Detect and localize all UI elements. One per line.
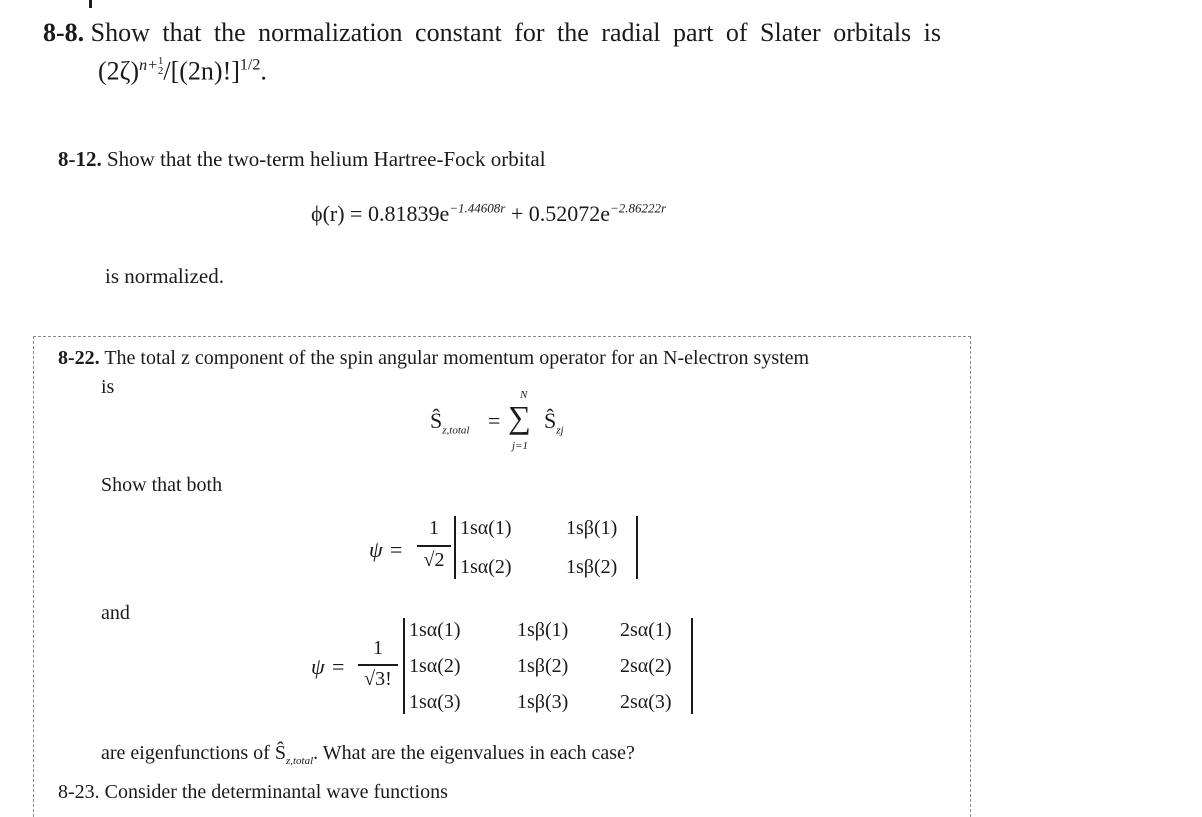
det1-cell: 1sβ(2) [566,556,618,578]
det1-cell: 1sα(2) [460,556,512,578]
det2-cell: 2sα(2) [620,655,672,677]
sum-lower-limit: j=1 [512,440,528,452]
det2-right-bar [691,618,693,714]
psi-symbol-2: ψ [311,654,325,679]
prefactor-2: 1 √3! [358,637,398,697]
problem-8-12-line1 [58,147,546,172]
det2-cell: 1sβ(1) [517,619,569,641]
problem-8-8-formula: $(2\zeta)^{n+1 2}/[(2n)!]^{1/2}$. [98,55,267,86]
show-both-text: Show that both [101,474,223,496]
problem-text: Show that the two-term helium Hartree-Fock orbital [107,147,546,171]
psi-symbol-1: ψ [369,537,383,562]
spin-operator-lhs: $Ŝ_{z,total}$ [430,408,470,437]
det2-cell: 1sβ(2) [517,655,569,677]
problem-8-12-tail: is normalized. [105,264,224,288]
summation-sign: ∑ [508,399,531,435]
det2-cell: 2sα(3) [620,691,672,713]
and-text: and [101,602,130,624]
det2-left-bar [403,618,405,714]
spin-operator-equals: = [488,408,501,433]
det2-cell: 1sα(2) [409,655,461,677]
det1-cell: 1sα(1) [460,517,512,539]
next-problem-cut: 8-23. Consider the determinantal wave functions [58,781,448,803]
problem-number: 8-12. [58,147,102,171]
hartree-fock-equation: $\phi(r) = 0.81839e^{-1.44608r} + 0.52072e^{-2.86222r}$ [311,200,667,226]
problem-text: The total z component of the spin angular momentum operator for an N-electron system [104,347,810,369]
equals-1: = [390,537,403,562]
page-edge-mark [89,0,92,8]
det1-left-bar [454,516,456,579]
closing-question: are eigenfunctions of $Ŝ_{z,total}$. What are the eigenvalues in each case? [101,742,635,767]
spin-operator-rhs: $Ŝ_{zj}$ [544,408,564,437]
det2-cell: 1sβ(3) [517,691,569,713]
problem-8-8-line1 [43,18,941,48]
problem-8-22-is: is [101,376,115,398]
det1-right-bar [636,516,638,579]
problem-number: 8-22. [58,347,100,369]
det2-cell: 1sα(3) [409,691,461,713]
det2-cell: 1sα(1) [409,619,461,641]
det2-cell: 2sα(1) [620,619,672,641]
equals-2: = [332,654,345,679]
problem-8-22-line1 [58,347,809,370]
det1-cell: 1sβ(1) [566,517,618,539]
prefactor-1: 1 √2 [417,517,451,577]
problem-number: 8-8. [43,18,85,47]
sum-upper-limit: N [520,389,528,401]
problem-text: Show that the normalization constant for the radial part of Slater orbitals is [90,18,942,47]
